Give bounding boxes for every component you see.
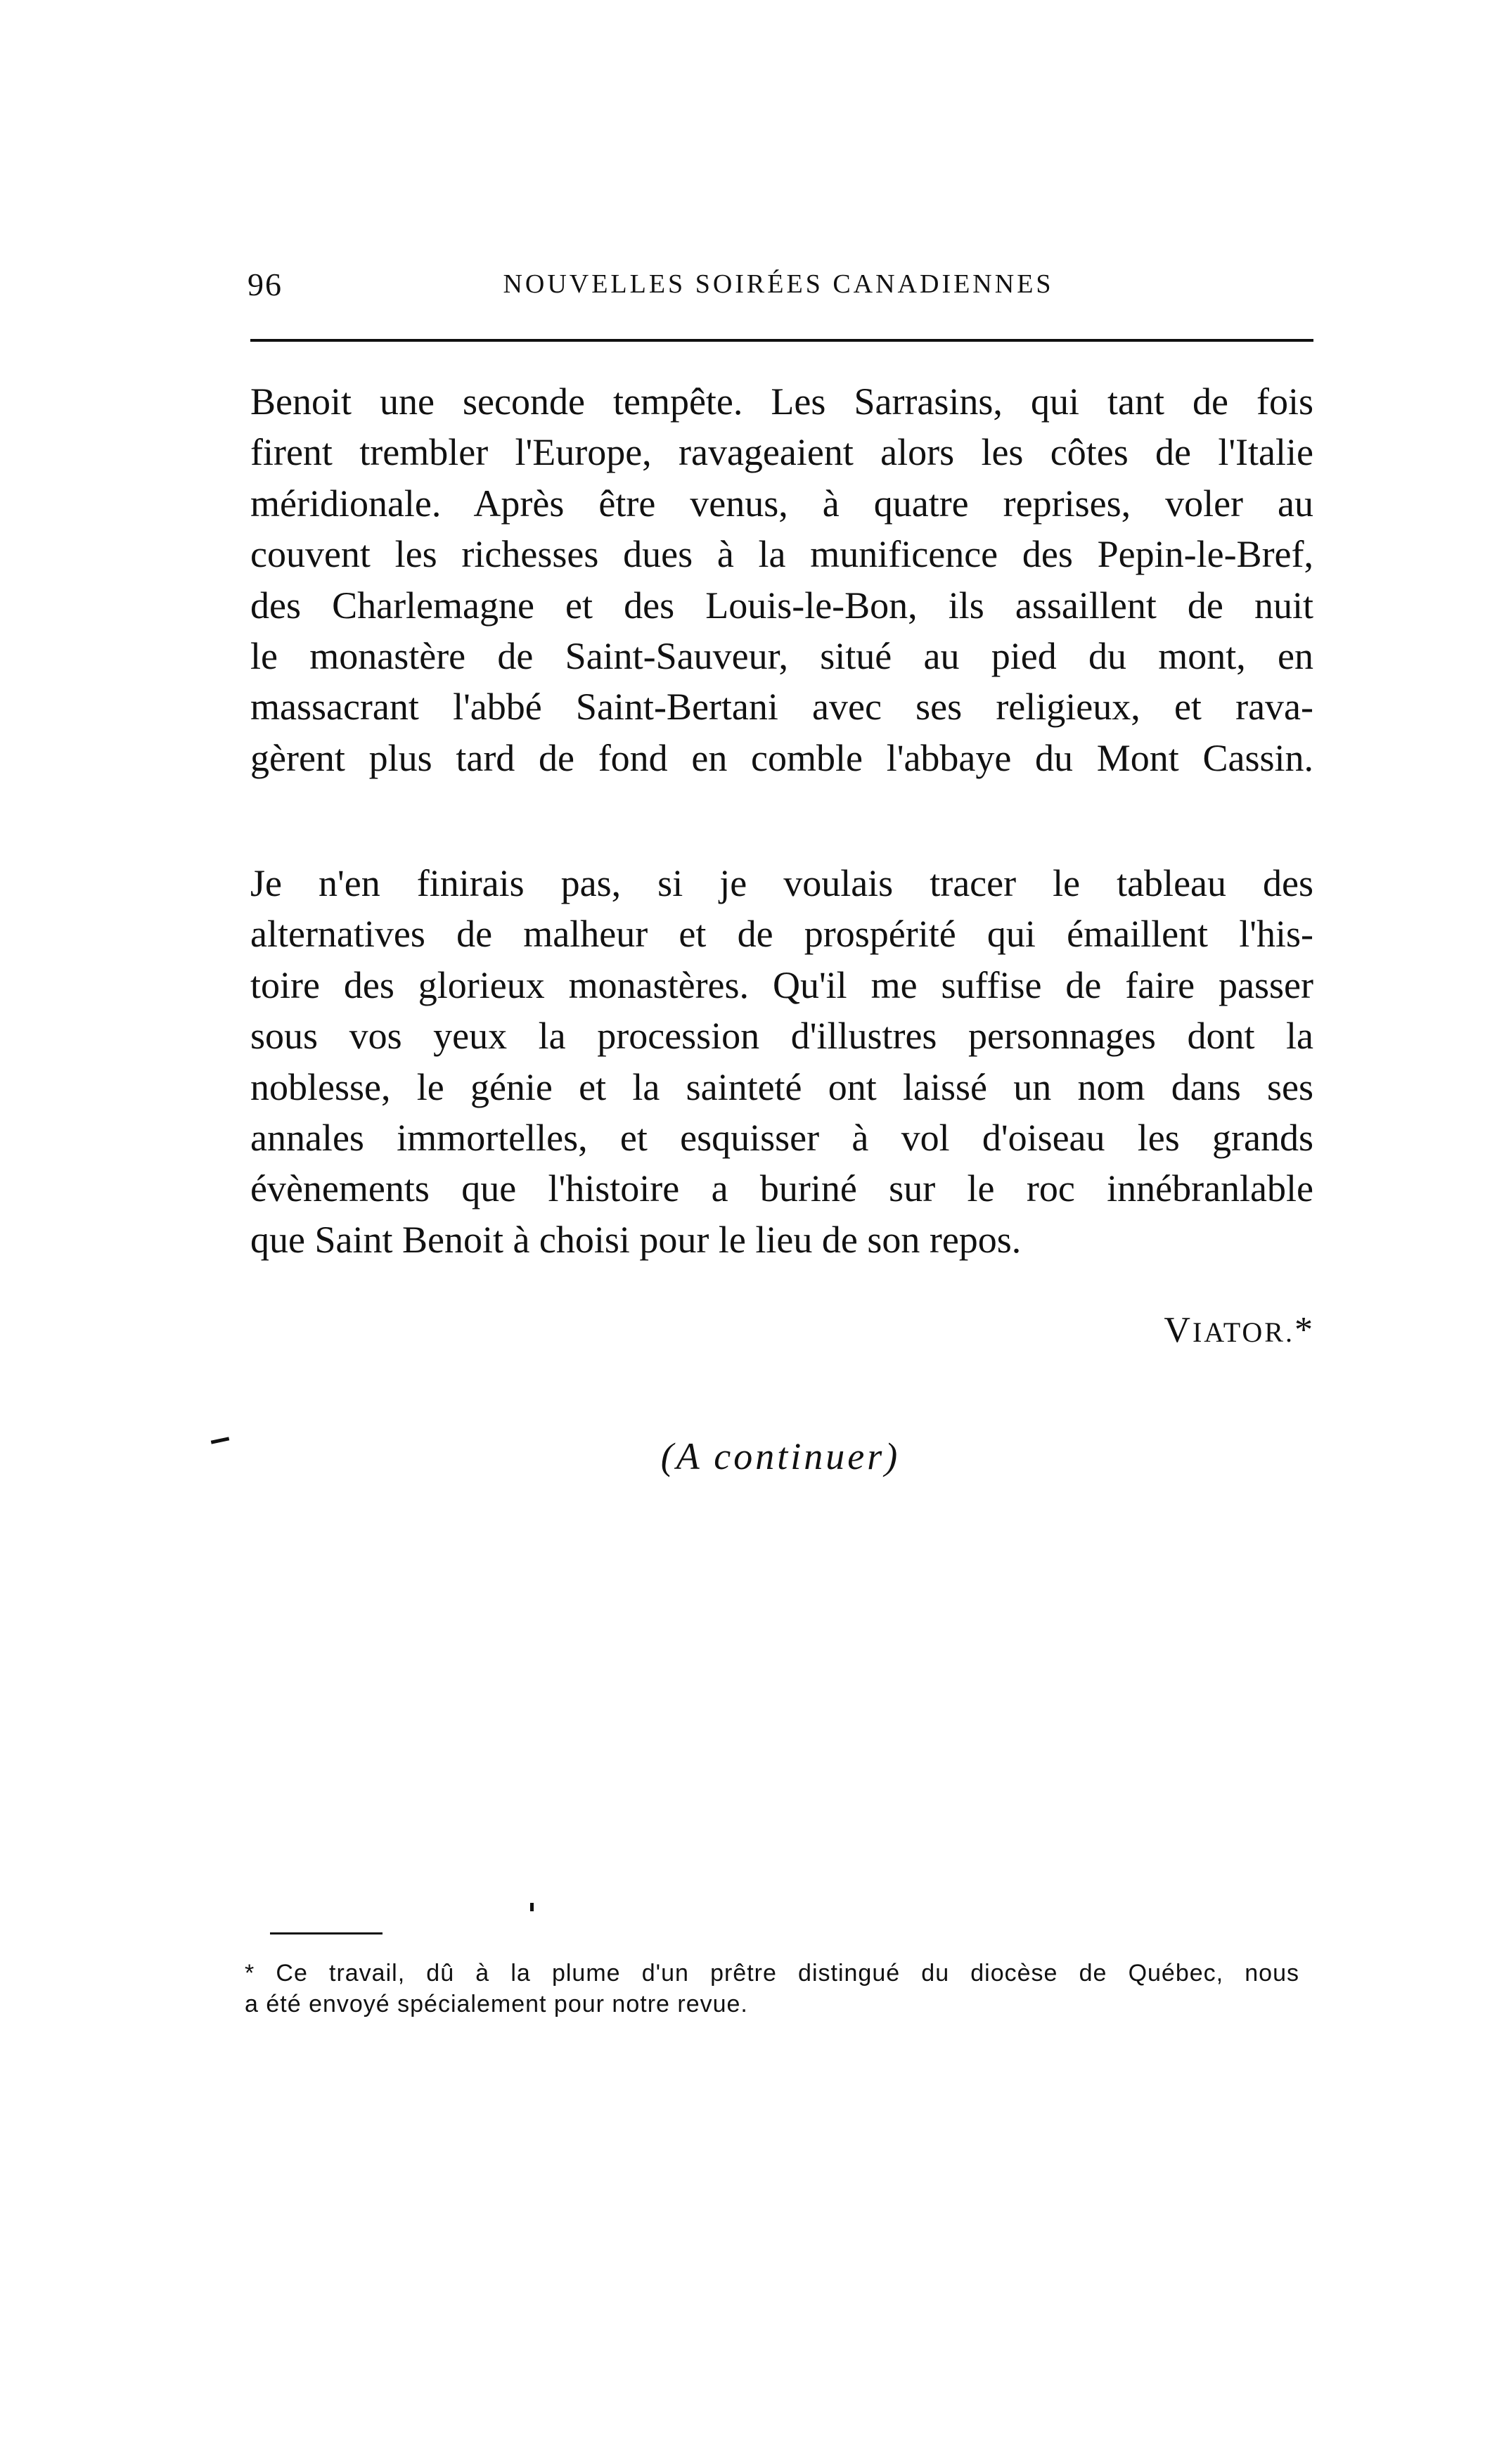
text-line: évènements que l'histoire a buriné sur le roc innébranlable xyxy=(250,1167,1313,1210)
text-line: toire des glorieux monastères. Qu'il me suffise de faire passer xyxy=(250,963,1313,1006)
text-line: méridionale. Après être venus, à quatre reprises, voler au xyxy=(250,482,1313,525)
text-line: couvent les richesses dues à la munificence des Pepin-le-Bref, xyxy=(250,533,1313,576)
page-number: 96 xyxy=(248,267,283,302)
text-line: annales immortelles, et esquisser à vol d'oiseau les grands xyxy=(250,1117,1313,1160)
running-title: NOUVELLES SOIRÉES CANADIENNES xyxy=(503,269,1054,299)
paragraph-2 xyxy=(250,858,1313,1265)
text-line: le monastère de Saint-Sauveur, situé au pied du mont, en xyxy=(250,635,1313,678)
text-line: Benoit une seconde tempête. Les Sarrasins, qui tant de fois xyxy=(250,380,1313,423)
footnote xyxy=(245,1958,1299,2020)
footnote-line: * Ce travail, dû à la plume d'un prêtre distingué du diocèse de Québec, nous xyxy=(245,1960,1299,1987)
page-header xyxy=(248,266,1309,308)
footnote-rule xyxy=(270,1932,383,1934)
to-be-continued: (A continuer) xyxy=(660,1435,901,1477)
text-line: massacrant l'abbé Saint-Bertani avec ses religieux, et rava- xyxy=(250,686,1313,729)
margin-mark xyxy=(211,1437,229,1444)
text-line: Je n'en finirais pas, si je voulais tracer le tableau des xyxy=(250,862,1313,904)
text-line: alternatives de malheur et de prospérité qui émaillent l'his- xyxy=(250,913,1313,956)
paragraph-1 xyxy=(250,376,1313,783)
footnote-line: a été envoyé spécialement pour notre revue. xyxy=(245,1991,748,2017)
text-line: noblesse, le génie et la sainteté ont laissé un nom dans ses xyxy=(250,1065,1313,1108)
signature-rest: IATOR. xyxy=(1192,1316,1294,1348)
header-rule xyxy=(250,339,1313,342)
footnote-marker: * xyxy=(1294,1310,1315,1350)
text-line: que Saint Benoit à choisi pour le lieu de son repos. xyxy=(250,1218,1022,1261)
print-speck xyxy=(530,1903,534,1911)
signature-initial: V xyxy=(1164,1310,1193,1350)
author-signature xyxy=(1104,1309,1315,1351)
text-line: firent trembler l'Europe, ravageaient alors les côtes de l'Italie xyxy=(250,431,1313,474)
text-line: gèrent plus tard de fond en comble l'abbaye du Mont Cassin. xyxy=(250,736,1313,779)
text-line: des Charlemagne et des Louis-le-Bon, ils assaillent de nuit xyxy=(250,584,1313,627)
text-line: sous vos yeux la procession d'illustres personnages dont la xyxy=(250,1015,1313,1058)
